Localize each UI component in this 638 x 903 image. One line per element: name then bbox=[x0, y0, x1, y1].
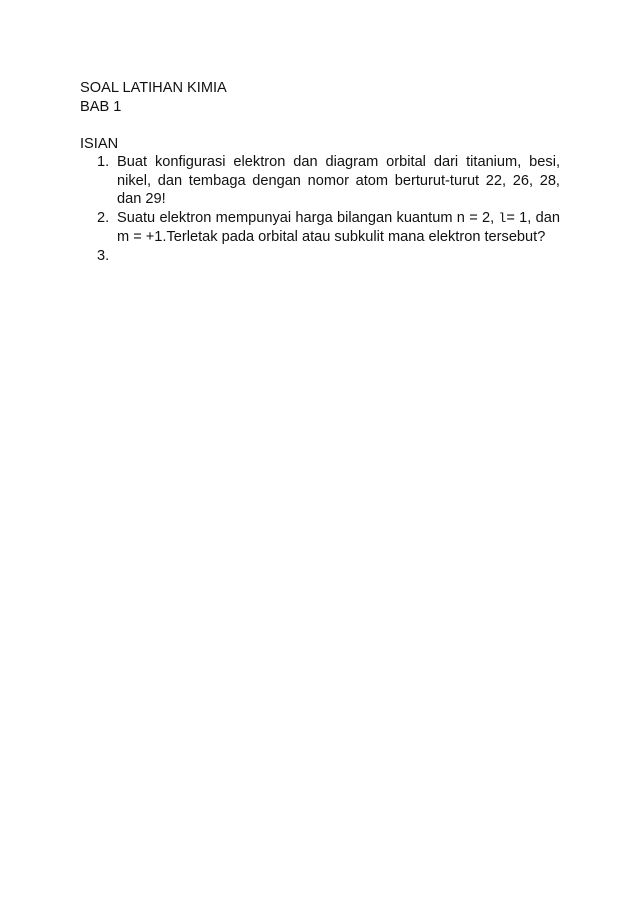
question-number: 2. bbox=[97, 209, 110, 226]
chapter-label: BAB 1 bbox=[80, 98, 122, 115]
question-item bbox=[80, 209, 560, 247]
document-content bbox=[80, 79, 560, 265]
quantum-number-l-symbol: l bbox=[498, 210, 507, 226]
question-number: 1. bbox=[97, 154, 110, 170]
question-text bbox=[117, 247, 560, 266]
section-heading: ISIAN bbox=[80, 135, 119, 152]
question-item bbox=[80, 153, 560, 209]
question-text-part: Suatu elektron mempunyai harga bilangan kuantum n = 2, bbox=[117, 209, 499, 226]
question-text: Buat konfigurasi elektron dan diagram orbital dari titanium, besi, nikel, dan tembaga dengan nomor atom berturut-turut 22, 26, 28, dan 29! bbox=[117, 154, 560, 207]
question-number: 3. bbox=[97, 247, 110, 264]
question-list bbox=[80, 153, 560, 265]
question-text bbox=[117, 209, 560, 247]
question-text-part: = 1, dan m = +1.Terletak pada orbital atau subkulit mana elektron tersebut? bbox=[117, 209, 560, 245]
blank-line bbox=[80, 116, 560, 135]
question-item bbox=[80, 247, 560, 266]
document-title: SOAL LATIHAN KIMIA bbox=[80, 80, 227, 96]
